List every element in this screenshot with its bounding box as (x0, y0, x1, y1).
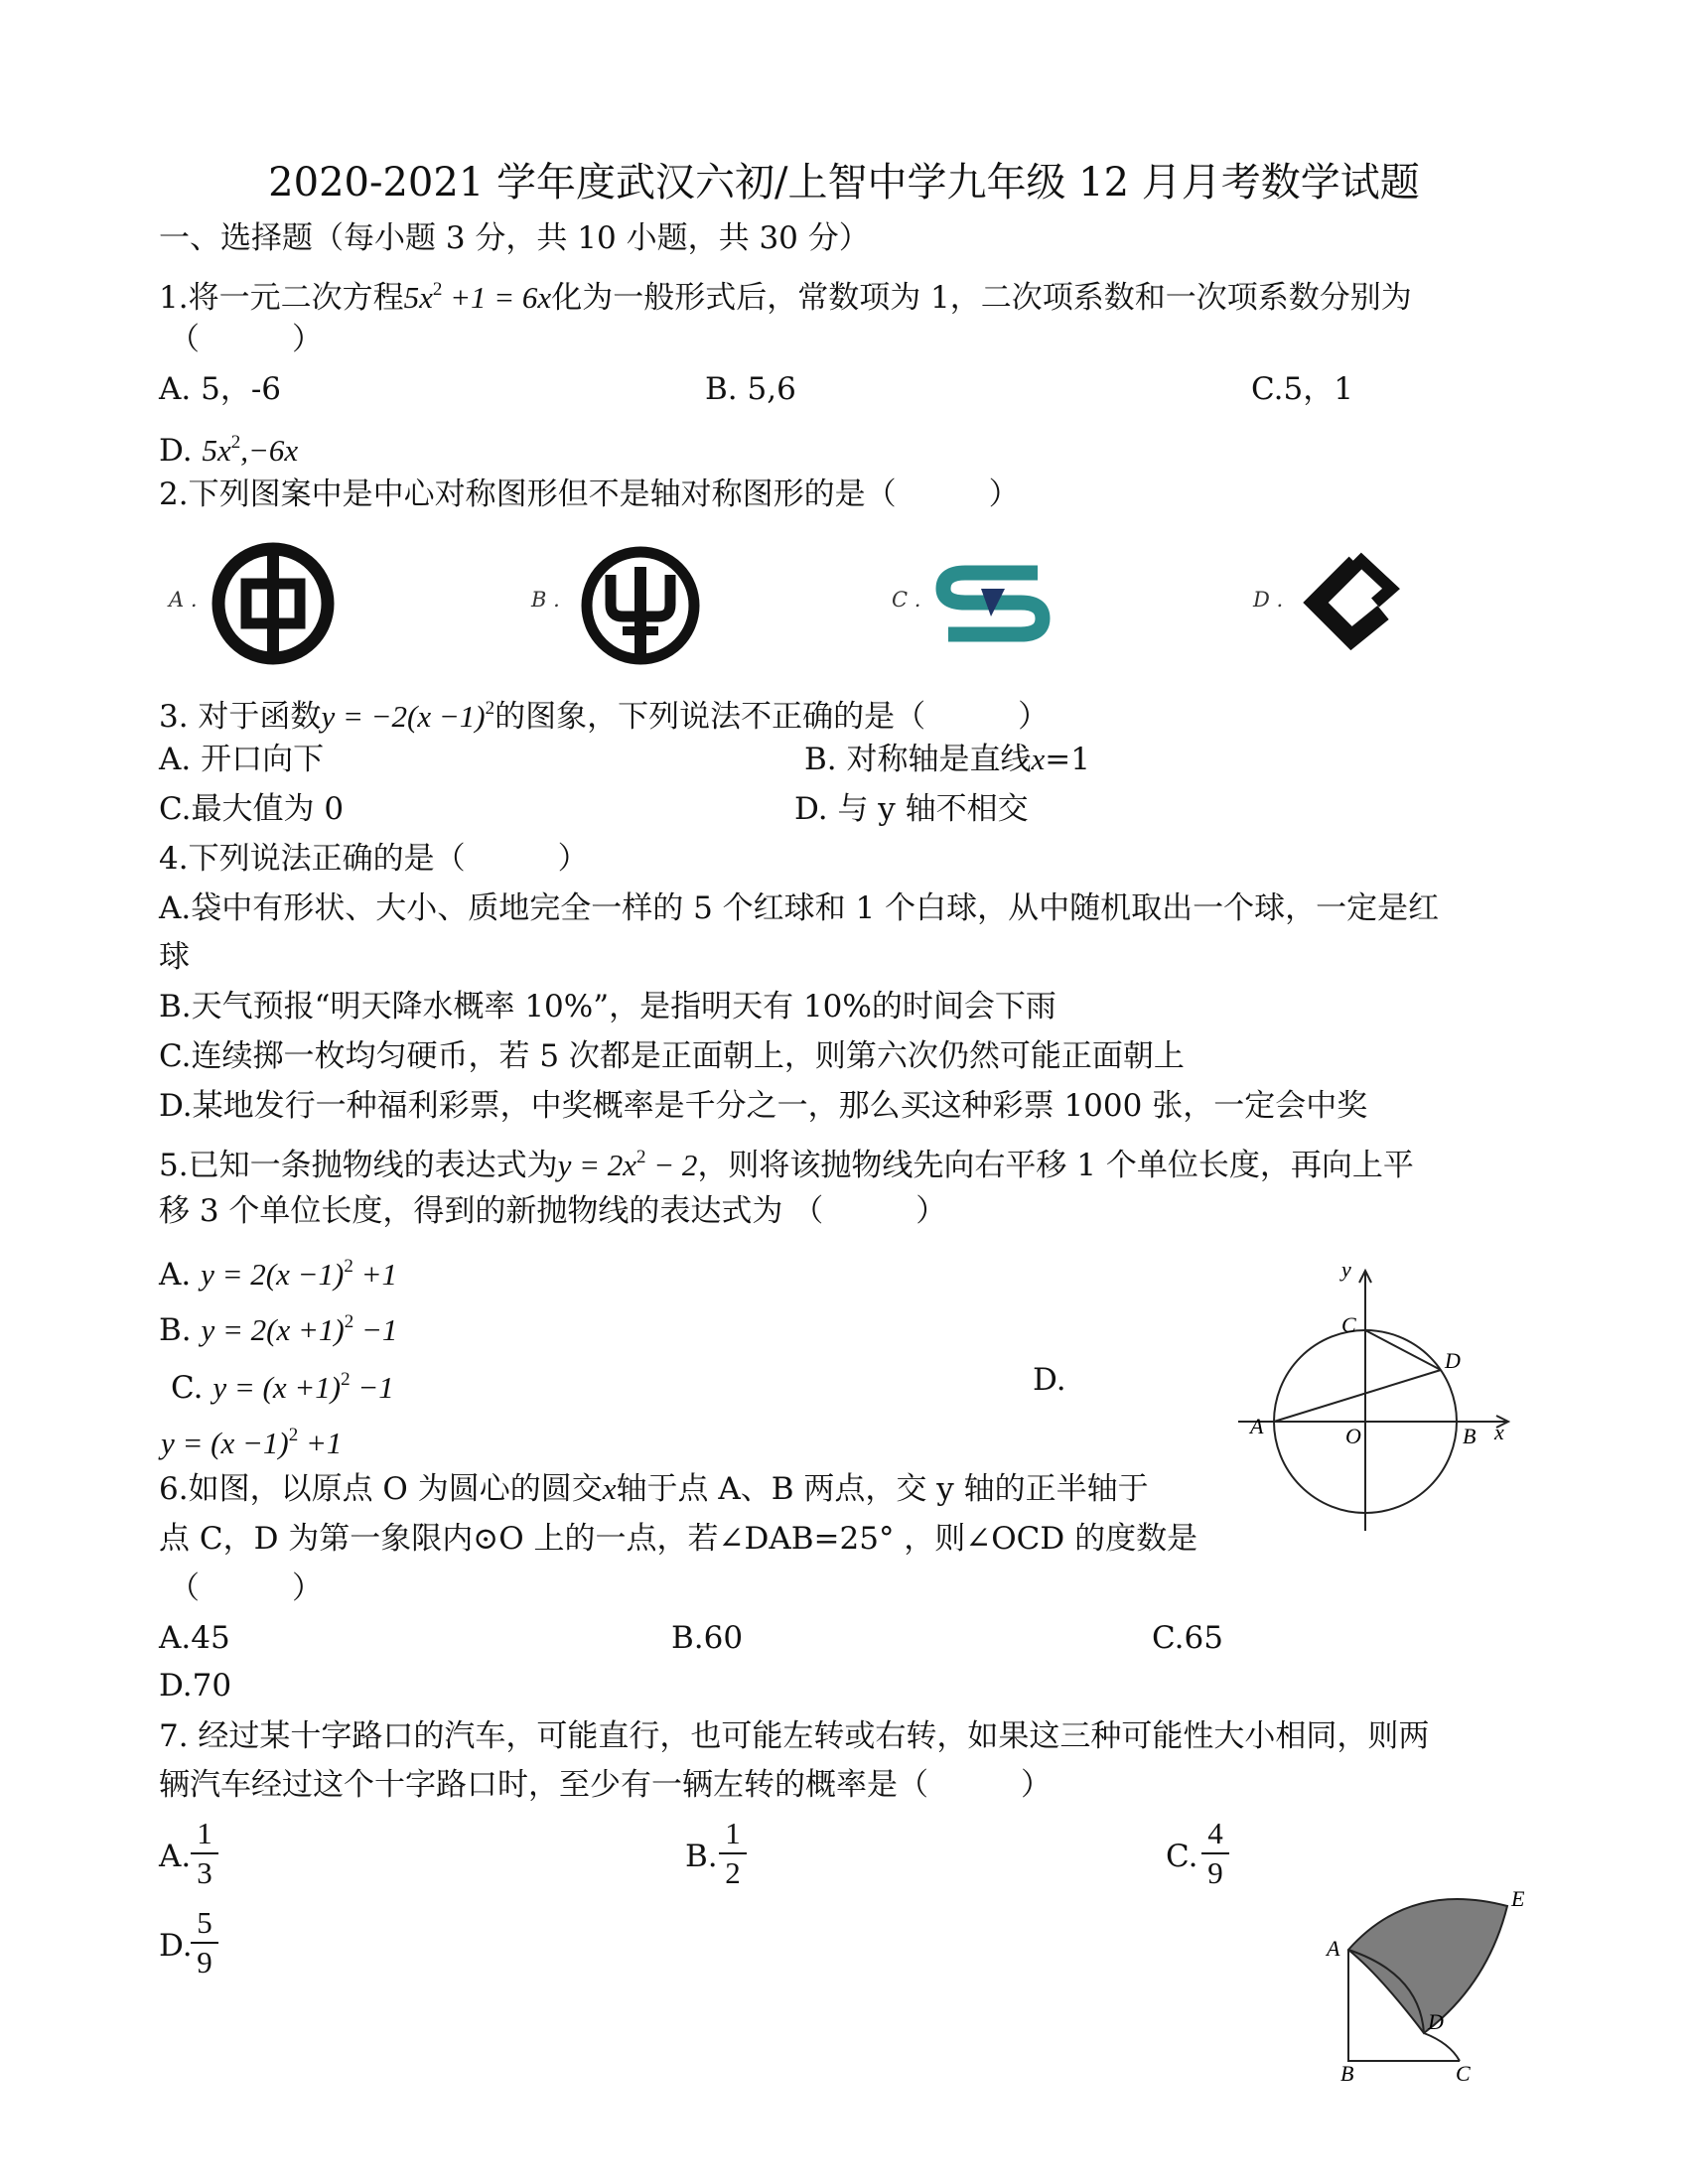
construction-bank-logo-icon (1296, 549, 1405, 658)
q5-option-b: B. $y = 2(x +1)^2 -1$ (159, 1311, 398, 1348)
q2-option-a-label: A . (169, 588, 198, 612)
q7-option-a-label: A. (159, 1839, 192, 1874)
question-6-paren: （ ） (169, 1570, 323, 1606)
q1-option-d: D. $5x^2,-6x$ (159, 432, 299, 469)
q4-option-d: D.某地发行一种福利彩票，中奖概率是千分之一，那么买这种彩票 1000 张，一定会中奖 (159, 1088, 1368, 1124)
q5-option-d: $y = (x -1)^2 +1$ (161, 1425, 343, 1460)
question-2-stem: 2.下列图案中是中心对称图形但不是轴对称图形的是（ ） (159, 477, 1020, 512)
q1-option-b: B. 5,6 (705, 371, 796, 407)
china-merchants-logo-icon (933, 559, 1053, 648)
fig8-label-a: A (1327, 1936, 1340, 1961)
bank-of-china-logo-icon (209, 539, 338, 668)
question-1-paren: （ ） (169, 322, 323, 357)
q7-option-a-fraction: 1 3 (191, 1817, 218, 1890)
fig6-label-c: C (1341, 1312, 1356, 1337)
q4-option-c: C.连续掷一枚均匀硬币，若 5 次都是正面朝上，则第六次仍然可能正面朝上 (159, 1038, 1185, 1074)
q7-option-d-label: D. (159, 1928, 193, 1964)
q4-option-a-cont: 球 (159, 939, 190, 975)
q3-option-d: D. 与 y 轴不相交 (794, 791, 1029, 827)
q2-option-d-label: D . (1253, 588, 1284, 612)
question-5-line2: 移 3 个单位长度，得到的新抛物线的表达式为 （ ） (159, 1193, 947, 1229)
q1-equation: $5x^2 +1 = 6x$ (403, 279, 552, 315)
fig8-label-d: D (1428, 2009, 1444, 2034)
question-7-line2: 辆汽车经过这个十字路口时，至少有一辆左转的概率是（ ） (159, 1767, 1052, 1803)
q3-option-b: B. 对称轴是直线x=1 (804, 742, 1090, 777)
agricultural-bank-logo-icon (576, 541, 705, 670)
q7-option-b-label: B. (685, 1839, 718, 1874)
q7-option-d-fraction: 5 9 (191, 1906, 218, 1979)
question-4-stem: 4.下列说法正确的是（ ） (159, 841, 589, 877)
question-6-stem: 6.如图，以原点 O 为圆心的圆交x轴于点 A、B 两点，交 y 轴的正半轴于 (159, 1471, 1149, 1507)
q5-option-a: A. $y = 2(x -1)^2 +1$ (159, 1256, 398, 1293)
page-title: 2020-2021 学年度武汉六初/上智中学九年级 12 月月考数学试题 (268, 160, 1420, 205)
fig6-label-d: D (1445, 1348, 1461, 1373)
q5-option-d-label: D. (1033, 1362, 1066, 1398)
square-sector-figure (1311, 1866, 1539, 2085)
q1-option-a: A. 5，-6 (159, 371, 282, 407)
q6-option-c: C.65 (1152, 1620, 1223, 1656)
circle-coordinate-figure (1236, 1253, 1524, 1541)
q5-option-c: C. $y = (x +1)^2 -1$ (171, 1369, 394, 1406)
fig6-label-b: B (1463, 1424, 1477, 1448)
q5-expression: $y = 2x^2 - 2$ (557, 1147, 698, 1182)
q3-option-a: A. 开口向下 (159, 742, 325, 777)
q2-option-c-label: C . (892, 588, 921, 612)
fig8-label-e: E (1511, 1886, 1525, 1911)
q2-option-b-label: B . (531, 588, 560, 612)
fig6-label-a: A (1250, 1414, 1264, 1438)
q6-option-a: A.45 (159, 1620, 230, 1656)
fig6-label-y: y (1341, 1257, 1351, 1282)
q6-option-b: B.60 (671, 1620, 744, 1656)
fig8-label-b: B (1340, 2061, 1354, 2085)
fig6-label-x: x (1494, 1420, 1504, 1444)
q3-function: $y = -2(x -1)^2$ (321, 698, 495, 734)
q4-option-a: A.袋中有形状、大小、质地完全一样的 5 个红球和 1 个白球，从中随机取出一个球，一定是红 (159, 890, 1440, 926)
q3-option-c: C.最大值为 0 (159, 791, 345, 827)
fig6-label-o: O (1345, 1424, 1361, 1448)
question-7-stem: 7. 经过某十字路口的汽车，可能直行，也可能左转或右转，如果这三种可能性大小相同，则两 (159, 1718, 1430, 1754)
question-5-stem: 5.已知一条抛物线的表达式为$y = 2x^2 - 2$，则将该抛物线先向右平移 1 个单位长度，再向上平 (159, 1147, 1414, 1183)
q7-option-c-label: C. (1166, 1839, 1198, 1874)
q6-option-d: D.70 (159, 1668, 232, 1704)
section-heading: 一、选择题（每小题 3 分，共 10 小题，共 30 分） (159, 220, 870, 256)
q1-option-c: C.5，1 (1251, 371, 1353, 407)
fig8-label-c: C (1456, 2061, 1471, 2085)
q4-option-b: B.天气预报“明天降水概率 10%”，是指明天有 10%的时间会下雨 (159, 989, 1056, 1024)
question-6-line2: 点 C，D 为第一象限内⊙O 上的一点，若∠DAB=25° ，则∠OCD 的度数是 (159, 1521, 1198, 1557)
q7-option-c-fraction: 4 9 (1201, 1817, 1229, 1890)
question-3-stem: 3. 对于函数$y = -2(x -1)^2$的图象，下列说法不正确的是（ ） (159, 698, 1050, 735)
question-1-stem: 1.将一元二次方程$5x^2 +1 = 6x$化为一般形式后，常数项为 1，二次项系数和一次项系数分别为 (159, 279, 1412, 316)
q7-option-b-fraction: 1 2 (719, 1817, 747, 1890)
